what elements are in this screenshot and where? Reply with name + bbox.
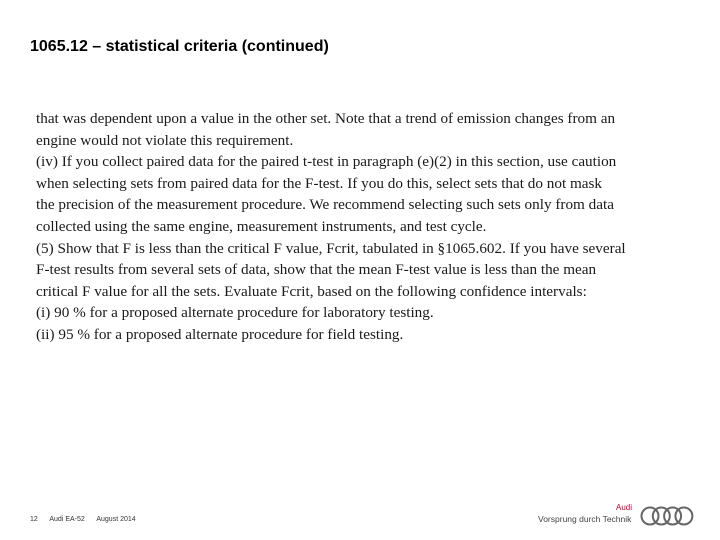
body-line: engine would not violate this requirement. <box>36 131 294 149</box>
audi-four-rings-icon <box>640 505 694 527</box>
body-line: (iv) If you collect paired data for the paired t-test in paragraph (e)(2) in this section, use caution <box>36 153 617 171</box>
brand-block <box>538 503 698 529</box>
body-line: the precision of the measurement procedure. We recommend selecting such sets only from data <box>36 196 614 214</box>
body-line: that was dependent upon a value in the other set. Note that a trend of emission changes from an <box>36 110 616 127</box>
document-body <box>36 108 676 346</box>
page-number: 12 <box>30 516 38 523</box>
brand-word: Audi <box>615 503 632 512</box>
body-line: (5) Show that F is less than the critical F value, Fcrit, tabulated in §1065.602. If you have several <box>36 239 626 257</box>
footer <box>30 516 146 523</box>
body-line: (i) 90 % for a proposed alternate procedure for laboratory testing. <box>36 304 434 322</box>
footer-org: Audi EA-52 <box>49 516 85 523</box>
body-line: collected using the same engine, measurement instruments, and test cycle. <box>36 217 487 235</box>
brand-tagline: Vorsprung durch Technik <box>538 514 632 524</box>
body-line: when selecting sets from paired data for the F-test. If you do this, select sets that do not mask <box>36 174 603 192</box>
footer-date: August 2014 <box>96 516 136 523</box>
body-line: critical F value for all the sets. Evaluate Fcrit, based on the following confidence intervals: <box>36 282 587 300</box>
page-title: 1065.12 – statistical criteria (continued) <box>30 38 329 55</box>
body-line: F-test results from several sets of data, show that the mean F-test value is less than the mean <box>36 261 597 279</box>
body-line: (ii) 95 % for a proposed alternate procedure for field testing. <box>36 325 404 343</box>
